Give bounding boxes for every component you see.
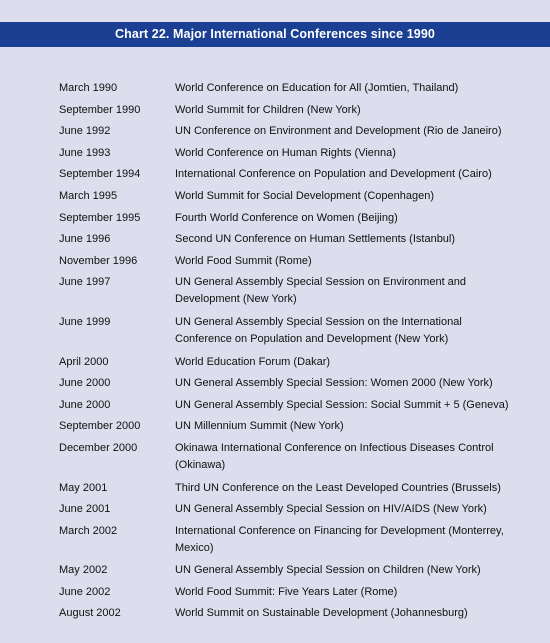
row-event: UN General Assembly Special Session on Environment and Development (New York) (175, 276, 467, 306)
table-row (59, 274, 509, 308)
row-date: May 2002 (59, 564, 108, 577)
row-date: April 2000 (59, 355, 109, 368)
table-row (59, 354, 509, 371)
row-date: September 1995 (59, 211, 141, 224)
row-event: World Conference on Human Rights (Vienna) (175, 146, 396, 159)
row-date: March 2002 (59, 524, 118, 537)
row-event: World Conference on Education for All (Jomtien, Thailand) (175, 82, 459, 94)
row-event: International Conference on Population and Development (Cairo) (175, 168, 492, 181)
conference-table (59, 80, 509, 622)
row-event: UN General Assembly Special Session on HIV/AIDS (New York) (175, 503, 487, 516)
table-row (59, 523, 509, 557)
row-date: September 2000 (59, 420, 141, 433)
table-row (59, 562, 509, 579)
row-date: May 2001 (59, 481, 108, 494)
row-event: World Food Summit: Five Years Later (Rome) (175, 585, 398, 598)
table-row (59, 418, 509, 435)
table-row (59, 605, 509, 622)
row-date: June 1993 (59, 146, 111, 159)
table-row (59, 102, 509, 119)
row-date: August 2002 (59, 607, 121, 620)
row-event: Fourth World Conference on Women (Beijing) (175, 211, 398, 224)
row-date: June 1992 (59, 125, 111, 138)
table-row (59, 314, 509, 348)
row-event: World Summit for Children (New York) (175, 103, 361, 116)
row-date: June 1999 (59, 315, 111, 328)
row-event: World Summit on Sustainable Development (Johannesburg) (175, 607, 468, 620)
row-event: UN Millennium Summit (New York) (175, 420, 344, 433)
table-row (59, 253, 509, 270)
table-row (59, 123, 509, 140)
row-event: UN General Assembly Special Session: Social Summit + 5 (Geneva) (175, 398, 509, 411)
table-row (59, 501, 509, 518)
row-event: Okinawa International Conference on Infectious Diseases Control (Okinawa) (175, 441, 494, 471)
row-date: June 2000 (59, 377, 111, 390)
row-date: March 1995 (59, 189, 118, 202)
row-date: June 1996 (59, 233, 111, 246)
table-row (59, 440, 509, 474)
table-row (59, 210, 509, 227)
table-row (59, 397, 509, 414)
table-row (59, 145, 509, 162)
table-row (59, 166, 509, 183)
row-date: June 2001 (59, 503, 111, 516)
table-row (59, 80, 509, 97)
row-date: March 1990 (59, 82, 118, 94)
table-row (59, 480, 509, 497)
row-event: World Education Forum (Dakar) (175, 355, 331, 368)
row-date: December 2000 (59, 441, 138, 454)
row-date: June 2002 (59, 585, 111, 598)
table-row (59, 188, 509, 205)
table-row (59, 231, 509, 248)
row-date: September 1990 (59, 103, 141, 116)
row-date: June 1997 (59, 276, 111, 289)
row-event: Third UN Conference on the Least Developed Countries (Brussels) (175, 481, 501, 494)
chart-title: Chart 22. Major International Conferences since 1990 (0, 22, 550, 47)
row-date: June 2000 (59, 398, 111, 411)
row-event: UN General Assembly Special Session: Women 2000 (New York) (175, 377, 493, 390)
table-row (59, 375, 509, 392)
row-date: September 1994 (59, 168, 141, 181)
row-event: UN Conference on Environment and Development (Rio de Janeiro) (175, 125, 502, 138)
row-event: World Food Summit (Rome) (175, 254, 312, 267)
row-event: UN General Assembly Special Session on the International Conference on Population and Development (New York) (175, 315, 462, 345)
table-row (59, 584, 509, 601)
row-date: November 1996 (59, 254, 138, 267)
row-event: World Summit for Social Development (Copenhagen) (175, 189, 435, 202)
row-event: Second UN Conference on Human Settlements (Istanbul) (175, 233, 456, 246)
row-event: UN General Assembly Special Session on Children (New York) (175, 564, 481, 577)
row-event: International Conference on Financing for Development (Monterrey, Mexico) (175, 524, 504, 554)
